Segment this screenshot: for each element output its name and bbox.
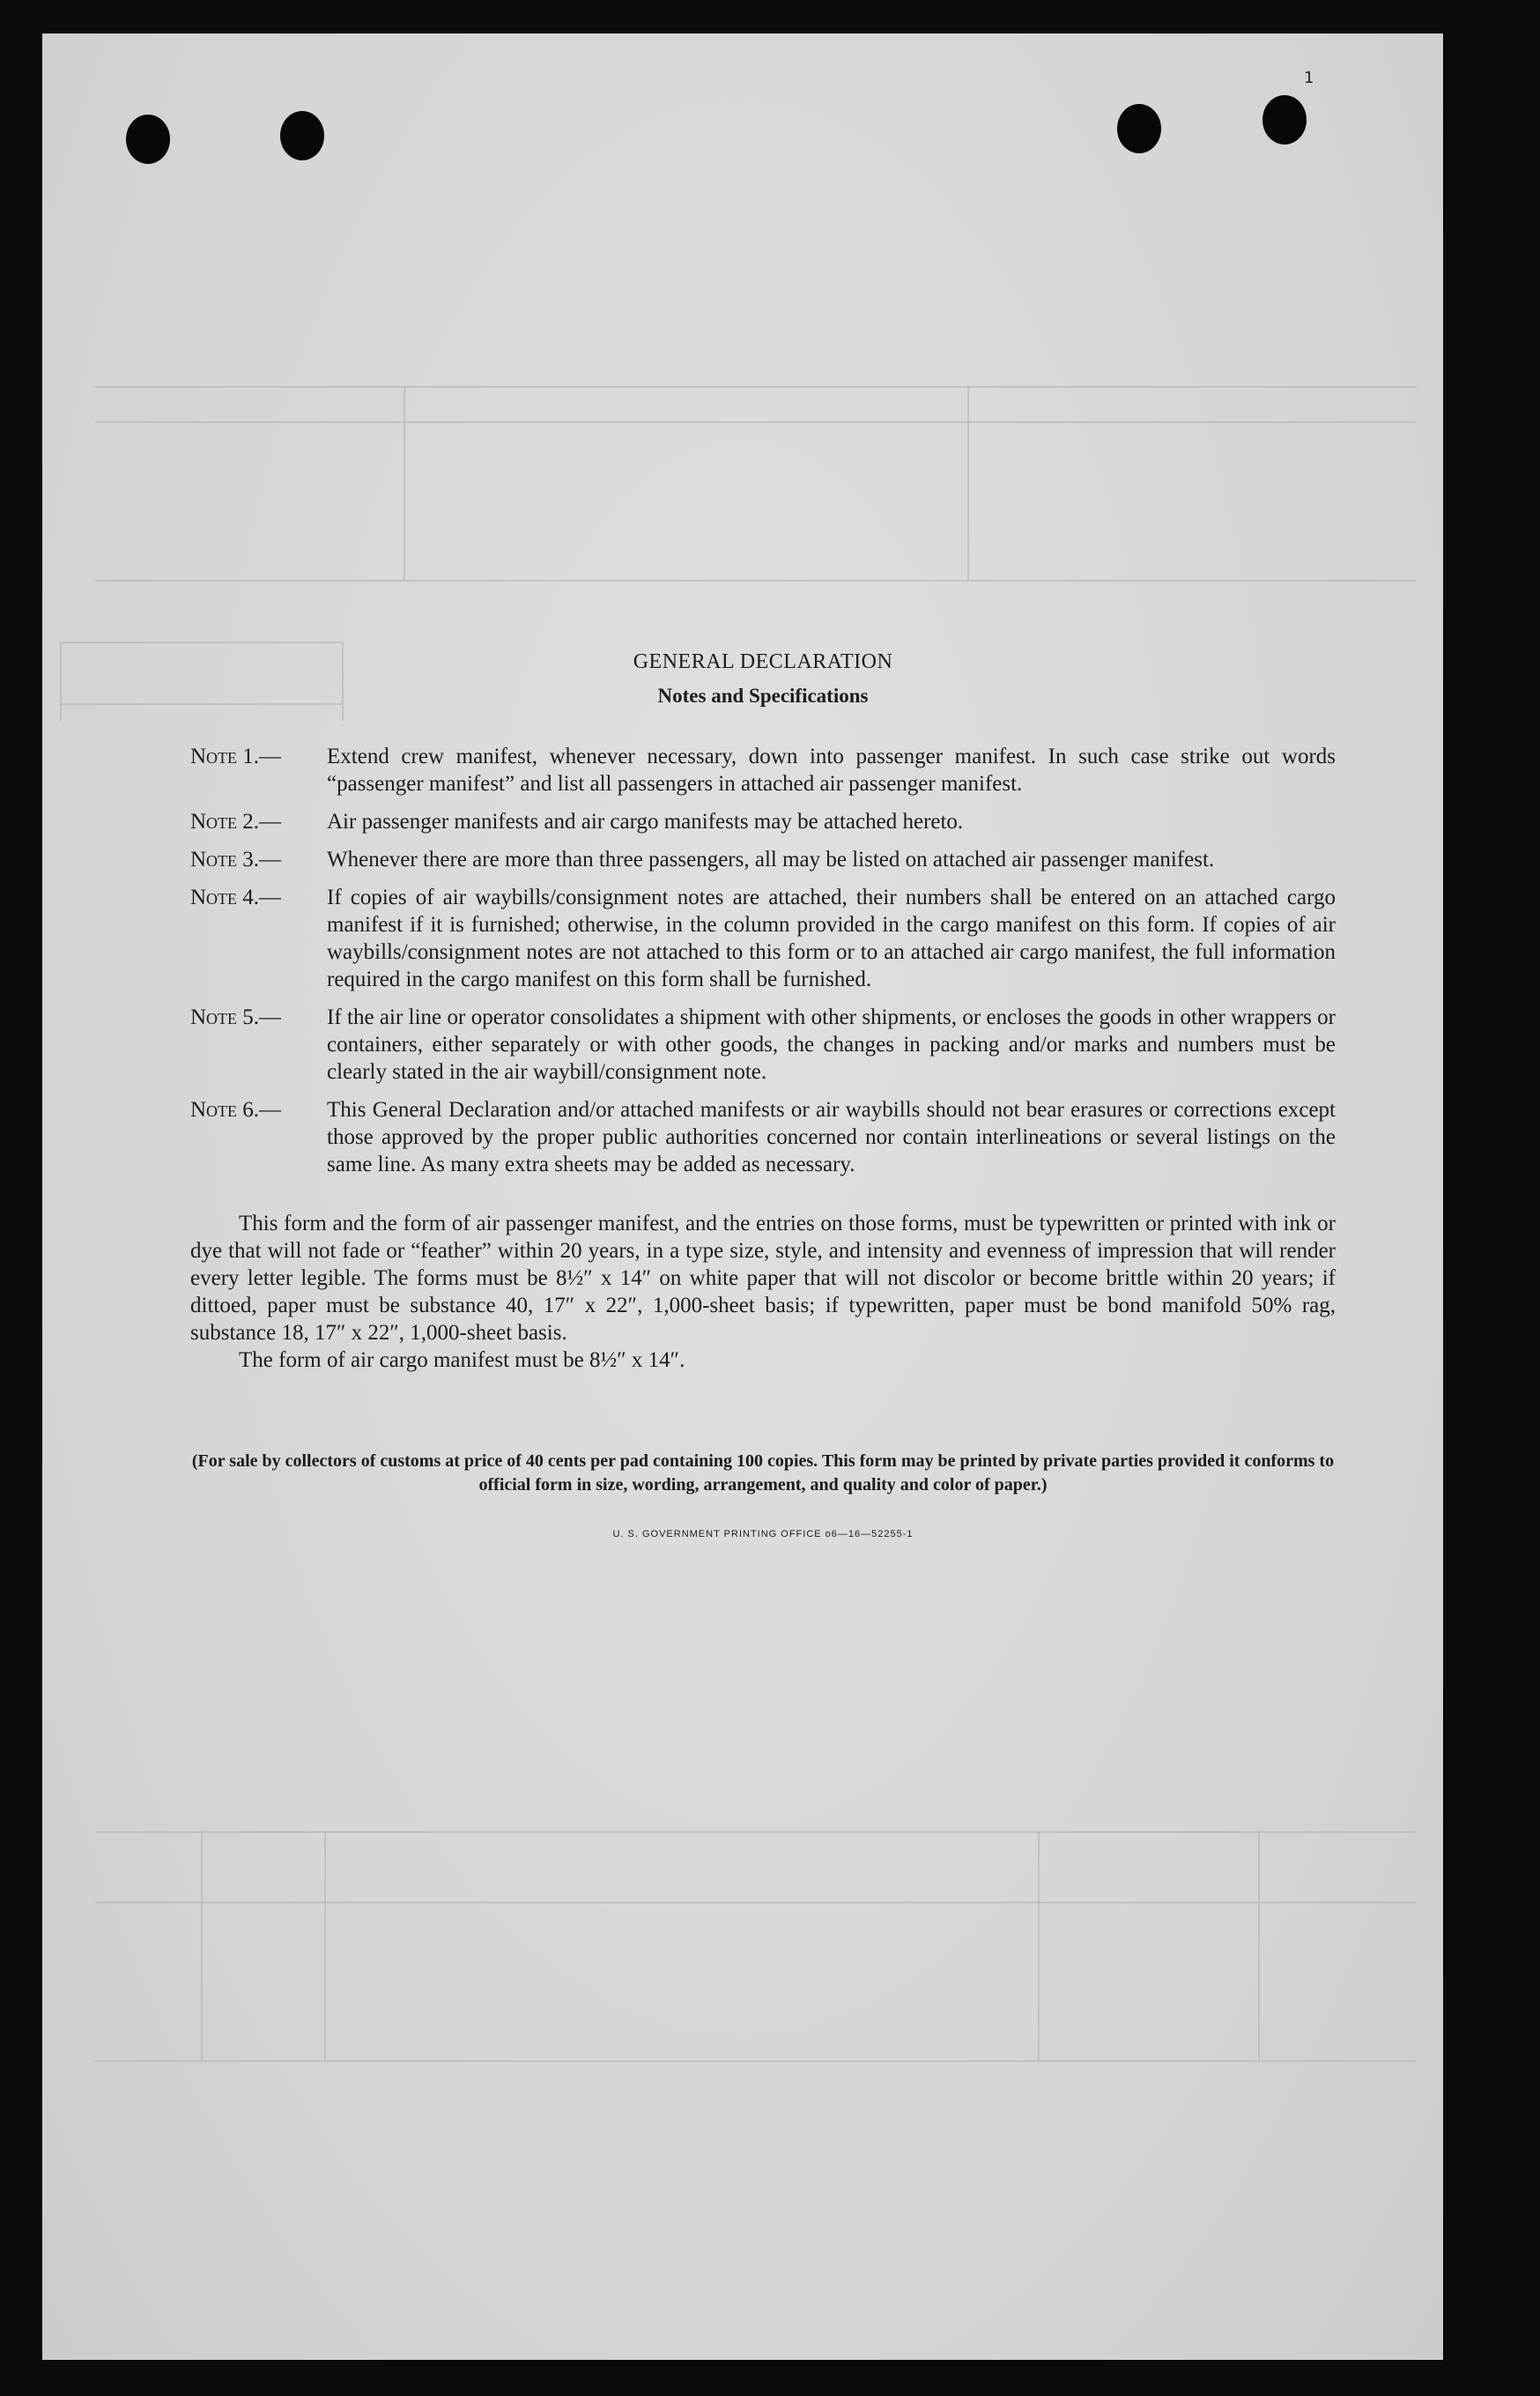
punch-hole-right-2 bbox=[1262, 95, 1307, 145]
bleed-through-rule bbox=[95, 386, 1417, 388]
punch-hole-left-1 bbox=[126, 115, 170, 164]
note-item bbox=[190, 743, 1336, 797]
page-mark: 1 bbox=[1304, 69, 1314, 87]
bleed-through-rule bbox=[60, 642, 342, 643]
bleed-through-rule bbox=[95, 1831, 1417, 1833]
note-label: Note 1.— bbox=[190, 745, 282, 768]
bleed-through-rule bbox=[95, 1902, 1417, 1903]
bleed-through-rule bbox=[60, 642, 62, 721]
note-item bbox=[190, 808, 1336, 835]
note-label: Note 6.— bbox=[190, 1098, 282, 1122]
note-item bbox=[190, 1096, 1336, 1178]
bleed-through-rule bbox=[1258, 1831, 1260, 2060]
note-item bbox=[190, 846, 1336, 873]
note-label: Note 4.— bbox=[190, 886, 282, 909]
bleed-through-rule bbox=[324, 1831, 326, 2060]
note-text: Extend crew manifest, whenever necessary, down into passenger manifest. In such case strike out words “passenger manifest” and list all passengers in attached air passenger manifest. bbox=[327, 745, 1336, 796]
cargo-manifest-size-paragraph: The form of air cargo manifest must be 8½″ x 14″. bbox=[239, 1348, 685, 1372]
bleed-through-rule bbox=[404, 386, 405, 580]
note-item bbox=[190, 1004, 1336, 1086]
note-label: Note 2.— bbox=[190, 810, 282, 834]
note-text: If copies of air waybills/consignment notes are attached, their numbers shall be entered on an attached cargo manifest if it is furnished; otherwise, in the column provided in the cargo manifest on this form. If copies of air waybills/consignment notes are not attached to this form or to an attached air cargo manifest, the full information required in the cargo manifest on this form shall be furnished. bbox=[327, 886, 1336, 991]
note-text: If the air line or operator consolidates a shipment with other shipments, or encloses the goods in other wrappers or containers, either separately or with other goods, the changes in packing and/or marks and numbers must be clearly stated in the air waybill/consignment note. bbox=[327, 1005, 1336, 1084]
bleed-through-rule bbox=[201, 1831, 203, 2060]
bleed-through-rule bbox=[967, 386, 969, 580]
page-title: GENERAL DECLARATION bbox=[633, 650, 893, 673]
note-label: Note 3.— bbox=[190, 848, 282, 872]
page-subtitle: Notes and Specifications bbox=[657, 685, 869, 707]
note-label: Note 5.— bbox=[190, 1005, 282, 1029]
printer-imprint: U. S. GOVERNMENT PRINTING OFFICE o6—16—52255-1 bbox=[612, 1529, 914, 1539]
note-item bbox=[190, 884, 1336, 993]
bleed-through-rule bbox=[95, 2060, 1417, 2062]
form-specification-paragraph: This form and the form of air passenger manifest, and the entries on those forms, must be typewritten or printed with ink or dye that will not fade or “feather” within 20 years, in a type size, style, and intensity and evenness of impression that will render every letter legible. The forms must be 8½″ x 14″ on white paper that will not discolor or become brittle within 20 years; if dittoed, paper must be substance 40, 17″ x 22″, 1,000-sheet basis; if typewritten, paper must be bond manifold 50% rag, substance 18, 17″ x 22″, 1,000-sheet basis. bbox=[190, 1212, 1336, 1345]
punch-hole-right-1 bbox=[1117, 104, 1161, 153]
bleed-through-rule bbox=[95, 580, 1417, 582]
bleed-through-rule bbox=[95, 421, 1417, 423]
document-sheet bbox=[42, 33, 1443, 2360]
note-text: This General Declaration and/or attached manifests or air waybills should not bear erasures or corrections except those approved by the proper public authorities concerned nor contain interlineations or several listings on the same line. As many extra sheets may be added as necessary. bbox=[327, 1098, 1336, 1176]
bleed-through-rule bbox=[1038, 1831, 1040, 2060]
sale-notice: (For sale by collectors of customs at price of 40 cents per pad containing 100 copies. This form may be printed by private parties provided it conforms to official form in size, wording, arrangement, and quality and color of paper.) bbox=[191, 1451, 1335, 1495]
punch-hole-left-2 bbox=[280, 111, 324, 160]
note-text: Air passenger manifests and air cargo manifests may be attached hereto. bbox=[327, 810, 964, 834]
note-text: Whenever there are more than three passengers, all may be listed on attached air passenger manifest. bbox=[327, 848, 1215, 872]
notes-and-specifications bbox=[190, 650, 1336, 1539]
